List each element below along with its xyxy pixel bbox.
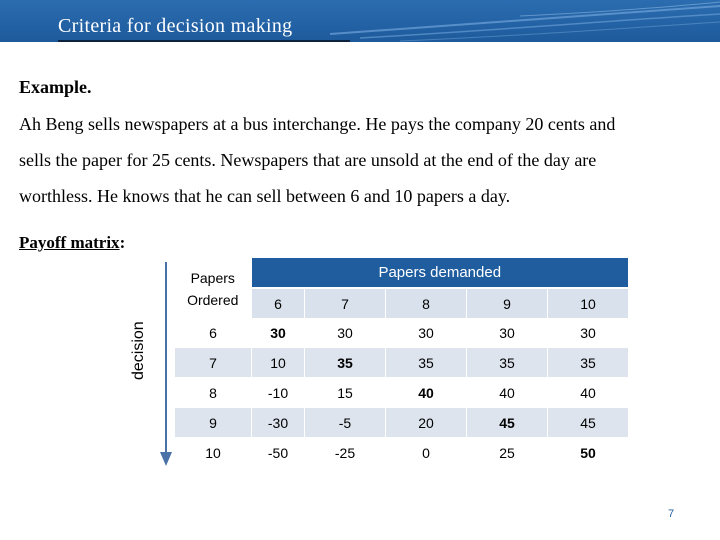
payoff-cell: 45 xyxy=(467,408,548,438)
payoff-cell: 30 xyxy=(252,318,305,348)
payoff-cell: 35 xyxy=(548,348,629,378)
table-row xyxy=(175,318,629,348)
example-label: Example. xyxy=(19,77,92,97)
payoff-cell: 30 xyxy=(548,318,629,348)
paragraph-line-3: worthless. He knows that he can sell between 6 and 10 papers a day. xyxy=(19,186,511,206)
decision-axis-label: decision xyxy=(130,321,147,380)
table-row xyxy=(175,348,629,378)
payoff-cell: 35 xyxy=(305,348,386,378)
page-number: 7 xyxy=(668,508,675,520)
table-row xyxy=(175,408,629,438)
payoff-matrix-label: Payoff matrix xyxy=(19,233,120,252)
column-header: 9 xyxy=(467,288,548,318)
table-row xyxy=(175,378,629,408)
column-header: 8 xyxy=(386,288,467,318)
payoff-cell: 40 xyxy=(386,378,467,408)
payoff-cell: 50 xyxy=(548,438,629,468)
payoff-cell: 30 xyxy=(467,318,548,348)
payoff-cell: -5 xyxy=(305,408,386,438)
row-order-label: 8 xyxy=(175,378,252,408)
table-row xyxy=(175,438,629,468)
payoff-cell: -30 xyxy=(252,408,305,438)
papers-demanded-header: Papers demanded xyxy=(252,258,629,288)
title-bar xyxy=(0,0,720,42)
payoff-cell: 20 xyxy=(386,408,467,438)
payoff-cell: 0 xyxy=(386,438,467,468)
row-order-label: 7 xyxy=(175,348,252,378)
payoff-matrix-heading xyxy=(19,233,125,253)
payoff-cell: 10 xyxy=(252,348,305,378)
payoff-cell: -10 xyxy=(252,378,305,408)
payoff-cell: 45 xyxy=(548,408,629,438)
paragraph-line-2: sells the paper for 25 cents. Newspapers that are unsold at the end of the day are xyxy=(19,150,597,170)
papers-ordered-header: Papers Ordered xyxy=(175,258,252,318)
payoff-cell: -50 xyxy=(252,438,305,468)
payoff-cell: 30 xyxy=(386,318,467,348)
paragraph-line-1: Ah Beng sells newspapers at a bus interchange. He pays the company 20 cents and xyxy=(19,114,616,134)
column-header: 7 xyxy=(305,288,386,318)
payoff-cell: 25 xyxy=(467,438,548,468)
payoff-cell: 40 xyxy=(548,378,629,408)
payoff-cell: 35 xyxy=(386,348,467,378)
decision-arrow xyxy=(158,262,174,468)
payoff-cell: 35 xyxy=(467,348,548,378)
column-header: 10 xyxy=(548,288,629,318)
row-order-label: 10 xyxy=(175,438,252,468)
column-header: 6 xyxy=(252,288,305,318)
payoff-colon: : xyxy=(119,233,126,252)
payoff-cell: 15 xyxy=(305,378,386,408)
title-underline xyxy=(58,40,350,42)
payoff-matrix-table xyxy=(174,258,628,468)
payoff-cell: 30 xyxy=(305,318,386,348)
row-order-label: 6 xyxy=(175,318,252,348)
slide-title: Criteria for decision making xyxy=(58,15,293,37)
payoff-cell: 40 xyxy=(467,378,548,408)
row-order-label: 9 xyxy=(175,408,252,438)
payoff-cell: -25 xyxy=(305,438,386,468)
